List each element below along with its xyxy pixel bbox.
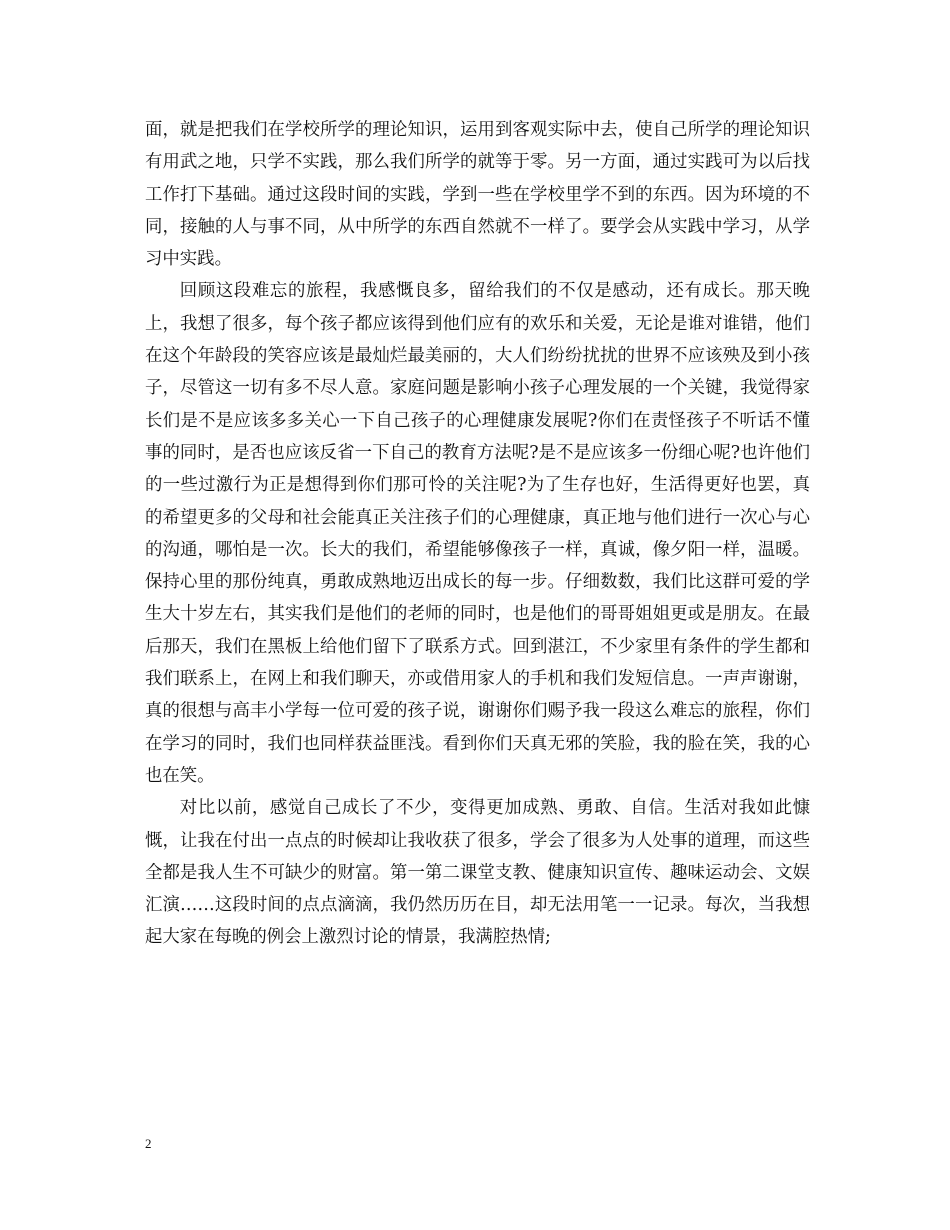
document-body bbox=[145, 114, 810, 954]
paragraph-reflection: 回顾这段难忘的旅程，我感慨良多，留给我们的不仅是感动，还有成长。那天晚上，我想了很多，每个孩子都应该得到他们应有的欢乐和关爱，无论是谁对谁错，他们在这个年龄段的笑容应该是最灿烂最美丽的，大人们纷纷扰扰的世界不应该殃及到小孩子，尽管这一切有多不尽人意。家庭问题是影响小孩子心理发展的一个关键，我觉得家长们是不是应该多多关心一下自己孩子的心理健康发展呢?你们在责怪孩子不听话不懂事的同时，是否也应该反省一下自己的教育方法呢?是不是应该多一份细心呢?也许他们的一些过激行为正是想得到你们那可怜的关注呢?为了生存也好，生活得更好也罢，真的希望更多的父母和社会能真正关注孩子们的心理健康，真正地与他们进行一次心与心的沟通，哪怕是一次。长大的我们，希望能够像孩子一样，真诚，像夕阳一样，温暖。保持心里的那份纯真，勇敢成熟地迈出成长的每一步。仔细数数，我们比这群可爱的学生大十岁左右，其实我们是他们的老师的同时，也是他们的哥哥姐姐更或是朋友。在最后那天，我们在黑板上给他们留下了联系方式。回到湛江，不少家里有条件的学生都和我们联系上，在网上和我们聊天，亦或借用家人的手机和我们发短信息。一声声谢谢，真的很想与高丰小学每一位可爱的孩子说，谢谢你们赐予我一段这么难忘的旅程，你们在学习的同时，我们也同样获益匪浅。看到你们天真无邪的笑脸，我的脸在笑，我的心也在笑。 bbox=[145, 281, 810, 786]
page-number: 2 bbox=[145, 1136, 152, 1151]
paragraph-growth: 对比以前，感觉自己成长了不少，变得更加成熟、勇敢、自信。生活对我如此慷慨，让我在付出一点点的时候却让我收获了很多，学会了很多为人处事的道理，而这些全都是我人生不可缺少的财富。第一第二课堂支教、健康知识宣传、趣味运动会、文娱汇演……这段时间的点点滴滴，我仍然历历在目，却无法用笔一一记录。每次，当我想起大家在每晚的例会上激烈讨论的情景，我满腔热情; bbox=[145, 798, 810, 948]
paragraph-continuation: 面，就是把我们在学校所学的理论知识，运用到客观实际中去，使自己所学的理论知识有用武之地，只学不实践，那么我们所学的就等于零。另一方面，通过实践可为以后找工作打下基础。通过这段时间的实践，学到一些在学校里学不到的东西。因为环境的不同，接触的人与事不同，从中所学的东西自然就不一样了。要学会从实践中学习，从学习中实践。 bbox=[145, 120, 810, 270]
